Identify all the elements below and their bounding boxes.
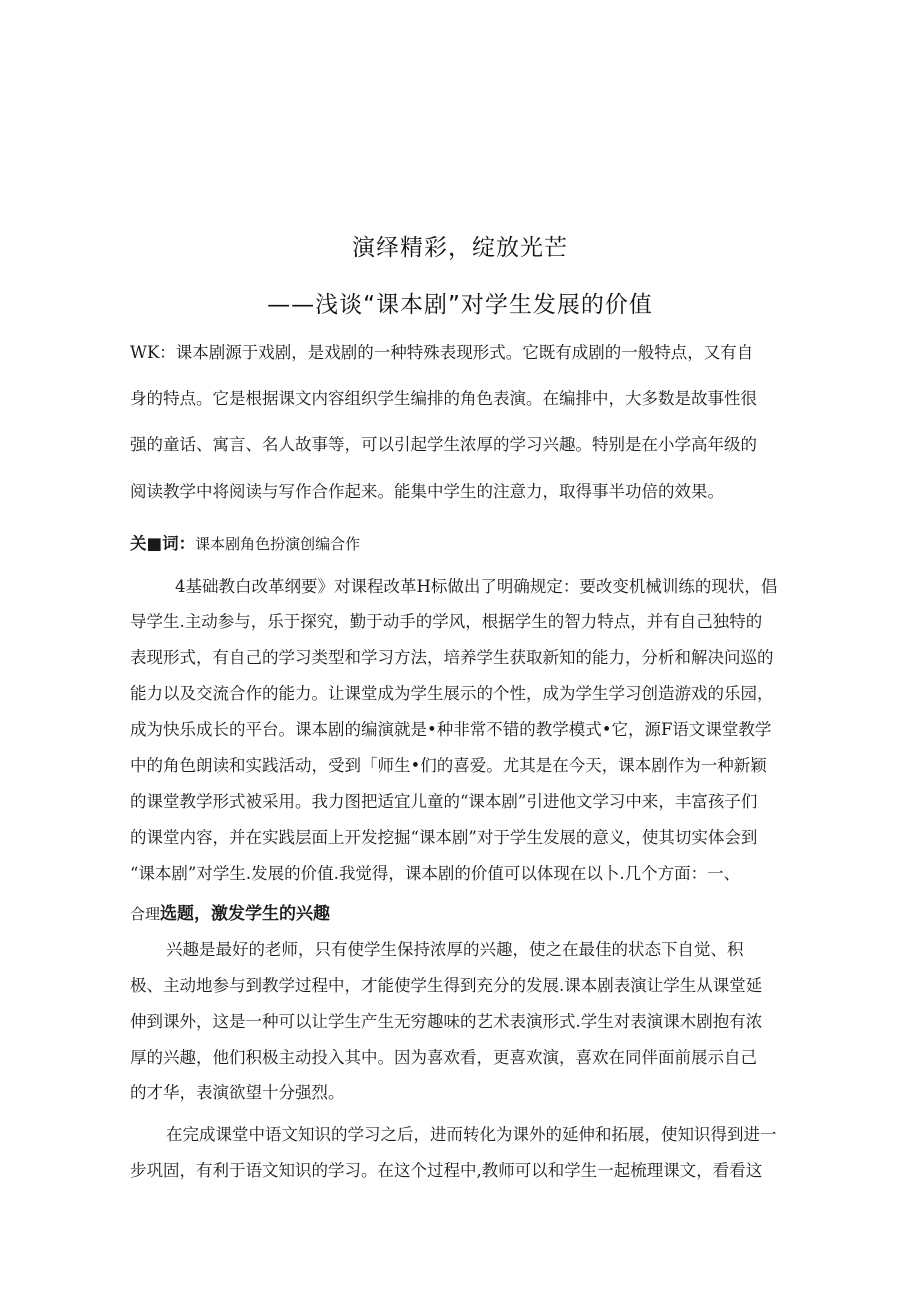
paragraph-line: 在完成课堂中语文知识的学习之后，进而转化为课外的延伸和拓展，使知识得到进一: [166, 1125, 777, 1144]
paragraph-line: 成为快乐成长的平台。课本剧的编演就是•种非常不错的教学模式•它，源F语文课堂教学: [130, 720, 772, 739]
paragraph-line: “课本剧”对学生.发展的价值.我觉得，课本剧的价值可以体现在以卜.几个方面：一、: [130, 864, 741, 883]
paragraph-line: 伸到课外，这是一种可以让学生产生无穷趣味的艺术表演形式.学生对表演课木剧抱有浓: [130, 1012, 763, 1031]
paragraph-line: 步巩固，有利于语文知识的学习。在这个过程中,教师可以和学生一起梳理课文，看看这: [130, 1161, 763, 1180]
paragraph-line: 4基础教白改革纲要》对课程改革H标做出了明确规定：要改变机械训练的现状，倡: [175, 577, 778, 596]
section-title: 选题，激发学生的兴趣: [160, 904, 331, 924]
paragraph-line: 的课堂教学形式被采用。我力图把适宜儿童的“课本剧”引进他文学习中来，丰富孩子们: [130, 792, 758, 811]
keywords-text: 课本剧角色扮演创编合作: [195, 535, 361, 553]
keywords-label: 关■词：: [130, 534, 196, 553]
paragraph-line: 的才华，表演欲望十分强烈。: [130, 1083, 345, 1102]
paragraph-line: 厚的兴趣，他们积极主动投入其中。因为喜欢看，更喜欢演，喜欢在同伴面前展示自己: [130, 1048, 757, 1067]
abstract-line: 身的特点。它是根据课文内容组织学生编排的角色表演。在编排中，大多数是故事性很: [130, 389, 757, 408]
paragraph-line: 极、主动地参与到教学过程中，才能使学生得到充分的发展.课本剧表演让学生从课堂延: [130, 976, 763, 995]
paragraph-line: 中的角色朗读和实践活动，受到「师生•们的喜爱。尤其是在今天，课本剧作为一种新颖: [130, 756, 767, 775]
document-title: 演绎精彩，绽放光芒: [352, 235, 568, 261]
paragraph-line: 兴趣是最好的老师，只有使学生保持浓厚的兴趣，使之在最佳的状态下自觉、积: [166, 940, 744, 959]
section-heading: [130, 899, 330, 924]
paragraph-line: 的课堂内容，并在实践层面上开发挖掘“课本剧”对于学生发展的意义，使其切实体会到: [130, 828, 758, 847]
paragraph-line: 能力以及交流合作的能力。让课堂成为学生展示的个性，成为学生学习创造游戏的乐园，: [130, 684, 774, 703]
document-subtitle: ——浅谈“课本剧”对学生发展的价值: [267, 292, 653, 318]
abstract-line: 阅读教学中将阅读与写作合作起来。能集中学生的注意力，取得事半功倍的效果。: [130, 482, 724, 501]
paragraph-line: 表现形式，有自己的学习类型和学习方法，培养学生获取新知的能力，分析和解决问巡的: [130, 648, 774, 667]
section-prefix: 合理: [130, 905, 161, 923]
paragraph-line: 导学生.主动参与，乐于探究，勤于动手的学风，根据学生的智力特点，并有自己独特的: [130, 612, 763, 631]
abstract-line: 强的童话、寓言、名人故事等，可以引起学生浓厚的学习兴趣。特别是在小学高年级的: [130, 435, 757, 454]
keywords-line: [130, 533, 800, 555]
abstract-line: WK：课本剧源于戏剧，是戏剧的一种特殊表现形式。它既有成剧的一般特点，又有自: [130, 343, 754, 362]
